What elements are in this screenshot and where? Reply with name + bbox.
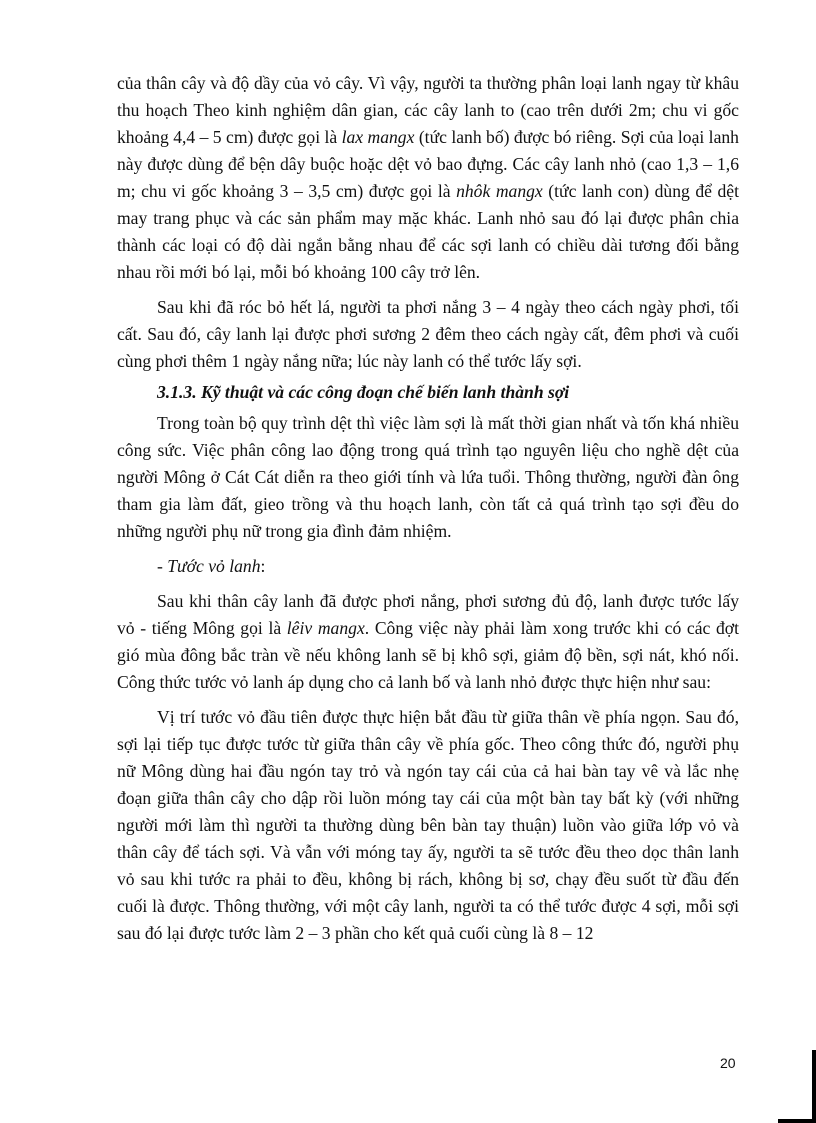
paragraph-1-text-a: của thân cây và độ dầy của vỏ cây. Vì vậy, người ta thường phân loại lanh ngay từ khâu thu hoạch Theo kinh nghiệm dân gian, các cây lanh to (cao trên dưới 2m; chu vi gốc khoảng 4,4 – 5 cm) được gọi là [117, 73, 739, 147]
paragraph-3 [117, 410, 739, 545]
body-text [117, 70, 739, 947]
paragraph-1-text-b: (tức lanh bố) được bó riêng. Sợi của loại lanh này được dùng để bện dây buộc hoặc dệt vỏ bao đựng. Các cây lanh nhỏ (cao 1,3 – 1,6 m; chu vi gốc khoảng 3 – 3,5 cm) được gọi là [117, 127, 739, 201]
paragraph-2-text: Sau khi đã róc bỏ hết lá, người ta phơi nắng 3 – 4 ngày theo cách ngày phơi, tối cất. Sau đó, cây lanh lại được phơi sương 2 đêm theo cách ngày cất, đêm phơi và cuối cùng phơi thêm 1 ngày nắng nữa; lúc này lanh có thể tước lấy sợi. [117, 297, 739, 371]
paragraph-3-text: Trong toàn bộ quy trình dệt thì việc làm sợi là mất thời gian nhất và tốn khá nhiều công sức. Việc phân công lao động trong quá trình tạo nguyên liệu cho nghề dệt của người Mông ở Cát Cát diễn ra theo giới tính và lứa tuổi. Thông thường, người đàn ông tham gia làm đất, gieo trồng và thu hoạch lanh, còn tất cả quá trình tạo sợi đều do những người phụ nữ trong gia đình đảm nhiệm. [117, 413, 739, 541]
subsection-label-text: - Tước vỏ lanh [157, 556, 261, 576]
page-shadow-right [812, 1050, 816, 1123]
section-heading: 3.1.3. Kỹ thuật và các công đoạn chế biến lanh thành sợi [157, 382, 570, 402]
page-number: 20 [720, 1055, 736, 1071]
term-lax-mangx: lax mangx [341, 127, 415, 147]
paragraph-5-text: Vị trí tước vỏ đầu tiên được thực hiện bắt đầu từ giữa thân về phía ngọn. Sau đó, sợi lại tiếp tục được tước từ giữa thân cây về phía gốc. Theo công thức đó, người phụ nữ Mông dùng hai đầu ngón tay trỏ và ngón tay cái của cả hai bàn tay vê và lắc nhẹ đoạn giữa thân cây cho dập rồi luồn móng tay cái của một bàn tay bất kỳ (với những người mới làm thì người ta thường dùng bên bàn tay thuận) luồn vào giữa lớp vỏ và thân cây để tách sợi. Và vẫn với móng tay ấy, người ta sẽ tước đều theo dọc thân lanh vỏ sau khi tước ra phải to đều, không bị rách, không bị sơ, chạy đều suốt từ đầu đến cuối là được. Thông thường, với một cây lanh, người ta có thể tước được 4 sợi, mỗi sợi sau đó lại được tước làm 2 – 3 phần cho kết quả cuối cùng là 8 – 12 [117, 707, 739, 943]
subsection-label [117, 553, 739, 580]
paragraph-4-text-a: Sau khi thân cây lanh đã được phơi nắng, phơi sương đủ độ, lanh được tước lấy vỏ - tiếng Mông gọi là [117, 591, 739, 638]
page-shadow-bottom [778, 1119, 816, 1123]
term-nhok-mangx: nhôk mangx [456, 181, 543, 201]
paragraph-5 [117, 704, 739, 947]
term-leiv-mangx: lêiv mangx [286, 618, 365, 638]
paragraph-2 [117, 294, 739, 375]
paragraph-4-text-b: . Công việc này phải làm xong trước khi có các đợt gió mùa đông bắc tràn về nếu không lanh sẽ bị khô sợi, giảm độ bền, sợi nát, khó nối. Công thức tước vỏ lanh áp dụng cho cả lanh bố và lanh nhỏ được thực hiện như sau: [117, 618, 739, 692]
paragraph-4 [117, 588, 739, 696]
subsection-label-colon: : [260, 556, 266, 576]
paragraph-1-text-c: (tức lanh con) dùng để dệt may trang phục và các sản phẩm may mặc khác. Lanh nhỏ sau đó lại được phân chia thành các loại có độ dài ngắn bằng nhau để các sợi lanh có chiều dài tương đối bằng nhau rồi mới bó lại, mỗi bó khoảng 100 cây trở lên. [117, 181, 740, 282]
paragraph-1 [117, 70, 739, 286]
